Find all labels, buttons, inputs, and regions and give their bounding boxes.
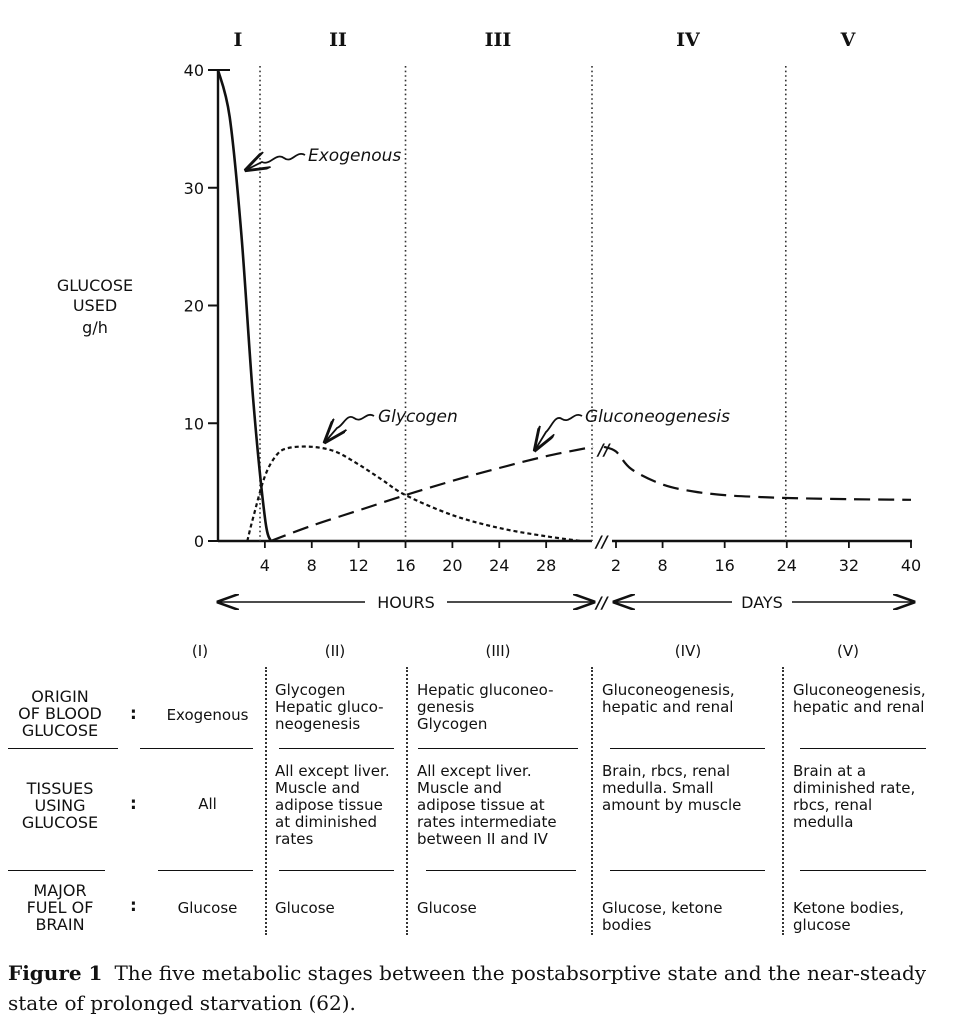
y-tick-label-0: 0 (193, 532, 204, 551)
days-tick-label-32: 32 (838, 556, 860, 575)
row-label-fuel-line-2: FUEL OF (26, 898, 94, 917)
row-label-tissues-line-1: TISSUES (26, 779, 94, 798)
figure-caption-label: Figure 1 (8, 961, 103, 985)
table-stage-header-2: (II) (324, 642, 346, 660)
series-label-exogenous: Exogenous (308, 146, 402, 166)
stage-label-2: II (329, 29, 347, 51)
table-divider-3 (591, 667, 593, 935)
stage-label-1: I (233, 29, 243, 51)
table-stage-header-5: (V) (837, 642, 859, 660)
hours-label: HOURS (377, 593, 435, 612)
row-colon-tissues: : (130, 794, 137, 814)
cell-tissues-stage-2: All except liver. Muscle and adipose tissue at diminished rates (275, 762, 390, 848)
row-label-tissues (5, 780, 115, 831)
cell-fuel-stage-1: Glucose (177, 899, 238, 917)
row-separator-1d (418, 748, 578, 749)
days-tick-label-16: 16 (714, 556, 735, 575)
row-label-tissues-line-3: GLUCOSE (21, 813, 99, 832)
y-axis-label-line-2: USED (72, 296, 118, 315)
row-separator-1b (140, 748, 253, 749)
table-stage-header-1: (I) (191, 642, 209, 660)
cell-tissues-stage-1: All (198, 795, 217, 813)
stage-dividers (260, 66, 786, 541)
days-tick-label-8: 8 (657, 556, 668, 575)
cell-origin-stage-2: Glycogen Hepatic gluco- neogenesis (275, 681, 384, 733)
y-axis-label-line-3: g/h (82, 318, 108, 337)
series-label-glycogen: Glycogen (378, 407, 458, 427)
cell-origin-stage-4: Gluconeogenesis, hepatic and renal (602, 681, 735, 716)
hours-tick-label-8: 8 (306, 556, 317, 575)
hours-tick-label-24: 24 (489, 556, 510, 575)
chart-axes (218, 70, 912, 541)
table-divider-1 (265, 667, 267, 935)
cell-origin-stage-3: Hepatic gluconeo- genesis Glycogen (417, 681, 554, 733)
cell-tissues-stage-3: All except liver. Muscle and adipose tissue at rates intermediate between II and IV (417, 762, 557, 848)
row-separator-2f (800, 870, 926, 871)
days-label: DAYS (741, 593, 783, 612)
y-tick-label-10: 10 (183, 414, 204, 434)
cell-origin-stage-5: Gluconeogenesis, hepatic and renal (793, 681, 926, 716)
table-stage-header-4: (IV) (674, 642, 702, 660)
curve-break-mark: // (598, 440, 610, 459)
cell-tissues-stage-5: Brain at a diminished rate, rbcs, renal medulla (793, 762, 916, 831)
series-label-gluconeogenesis: Gluconeogenesis (585, 407, 730, 427)
series-line-3 (604, 447, 911, 500)
row-separator-2e (610, 870, 765, 871)
days-tick-label-24: 24 (776, 556, 797, 575)
cell-origin-stage-1: Exogenous (166, 706, 249, 724)
days-tick-label-40: 40 (900, 556, 922, 575)
series-line-0 (218, 70, 271, 541)
stage-label-5: V (840, 29, 856, 51)
row-colon-origin: : (130, 704, 137, 724)
row-separator-2d (426, 870, 576, 871)
y-tick-label-40: 40 (183, 61, 204, 80)
row-label-origin-line-2: OF BLOOD (18, 704, 102, 723)
row-label-fuel-line-1: MAJOR (33, 881, 87, 900)
row-label-fuel-line-3: BRAIN (35, 915, 85, 934)
figure-caption (8, 958, 953, 1018)
cell-tissues-stage-4: Brain, rbcs, renal medulla. Small amount by muscle (602, 762, 742, 814)
y-tick-label-30: 30 (183, 178, 204, 198)
stage-label-4: IV (676, 29, 700, 51)
cell-fuel-stage-5: Ketone bodies, glucose (793, 899, 905, 934)
figure-caption-text: The five metabolic stages between the postabsorptive state and the near-steady state of prolonged starvation (62). (8, 961, 927, 1015)
table-stage-header-3: (III) (485, 642, 511, 660)
days-tick-label-2: 2 (610, 556, 622, 575)
glycogen-pointer (325, 415, 374, 442)
row-label-origin-line-3: GLUCOSE (21, 721, 99, 740)
cell-fuel-stage-4: Glucose, ketone bodies (602, 899, 723, 934)
row-label-tissues-line-2: USING (34, 796, 86, 815)
y-axis-label-line-1: GLUCOSE (56, 276, 134, 295)
y-tick-label-20: 20 (183, 296, 204, 316)
row-label-origin (5, 688, 115, 739)
hours-tick-label-16: 16 (395, 556, 416, 575)
row-label-origin-line-1: ORIGIN (31, 687, 89, 706)
series-line-2 (271, 447, 593, 541)
hours-tick-label-28: 28 (535, 556, 557, 575)
row-separator-1c (279, 748, 394, 749)
stage-label-3: III (484, 29, 512, 51)
row-separator-2a (8, 870, 105, 871)
arrow-break-mark: // (596, 593, 608, 612)
row-separator-1f (800, 748, 926, 749)
row-colon-fuel: : (130, 896, 137, 916)
hours-tick-label-4: 4 (259, 556, 270, 575)
hours-tick-label-20: 20 (442, 556, 463, 575)
cell-fuel-stage-2: Glucose (275, 899, 335, 917)
exogenous-pointer (246, 154, 305, 170)
table-divider-4 (782, 667, 784, 935)
row-separator-1e (610, 748, 765, 749)
row-separator-1a (8, 748, 118, 749)
cell-fuel-stage-3: Glucose (417, 899, 477, 917)
axis-break-mark: // (596, 532, 608, 551)
gluconeogenesis-pointer (535, 415, 582, 450)
hours-tick-label-12: 12 (348, 556, 369, 575)
row-label-fuel (5, 882, 115, 933)
row-separator-2b (158, 870, 253, 871)
chart-series (218, 70, 911, 541)
row-separator-2c (279, 870, 394, 871)
